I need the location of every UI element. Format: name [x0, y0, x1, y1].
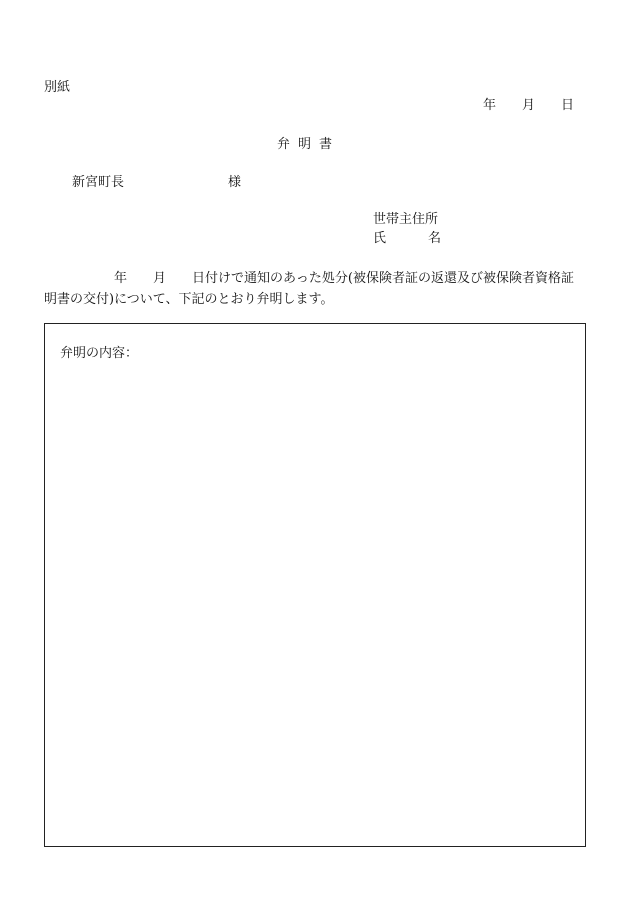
- applicant-name-label-2: 名: [428, 231, 442, 246]
- addressee-name: 新宮町長: [72, 175, 125, 190]
- date-day-label: 日: [561, 98, 575, 113]
- attachment-label: 別紙: [44, 80, 71, 95]
- body-month-label: 月: [153, 271, 167, 286]
- body-paragraph: [44, 268, 584, 310]
- date-line: [483, 98, 574, 114]
- date-year-label: 年: [483, 98, 497, 113]
- date-month-label: 月: [522, 98, 536, 113]
- addressee-line: [72, 175, 241, 191]
- applicant-name-label: [373, 231, 441, 250]
- applicant-address-label: 世帯主住所: [373, 212, 439, 227]
- statement-content-box[interactable]: [44, 323, 586, 847]
- body-year-label: 年: [114, 271, 128, 286]
- body-text: 日付けで通知のあった処分(被保険者証の返還及び被保険者資格証明書の交付)について、下記のとおり弁明します。: [44, 271, 574, 307]
- applicant-block: [373, 212, 441, 250]
- statement-content-label: 弁明の内容：: [60, 346, 139, 361]
- document-title: 弁明書: [277, 137, 341, 152]
- applicant-name-label-1: 氏: [373, 231, 387, 246]
- addressee-honorific: 様: [228, 175, 242, 190]
